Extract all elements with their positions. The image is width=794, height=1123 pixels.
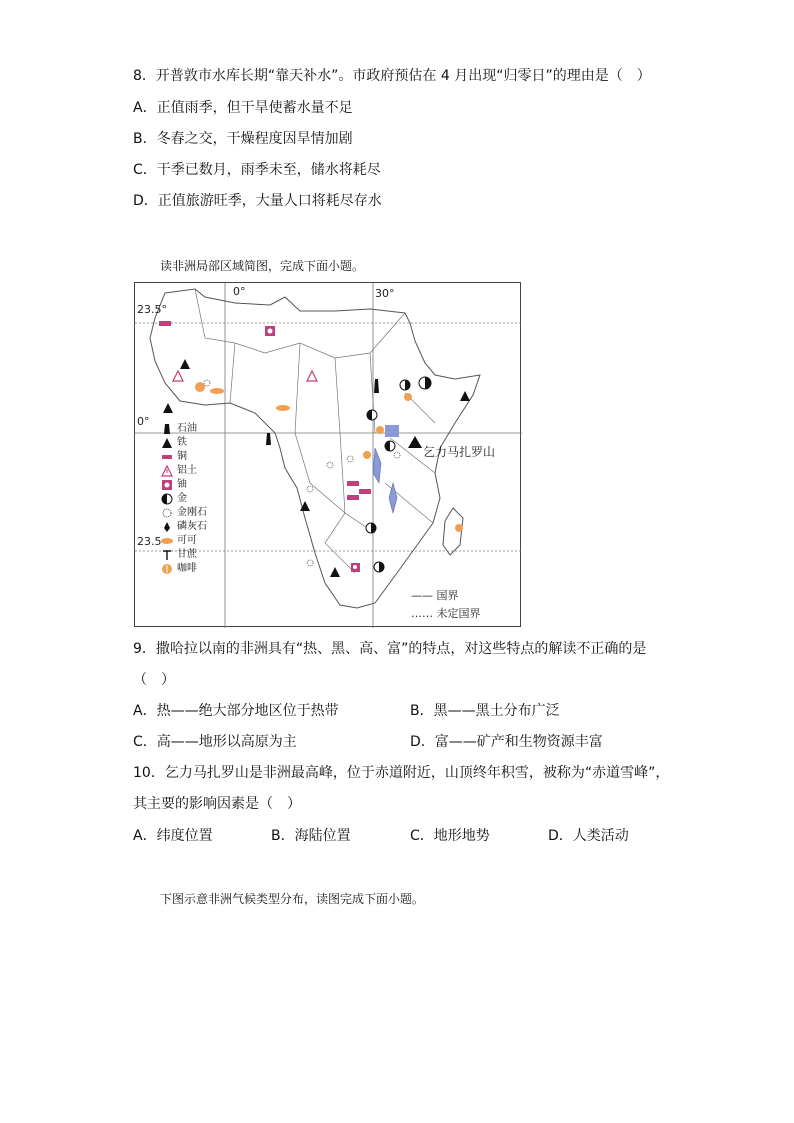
q10-stem-continued: 其主要的影响因素是（ ） [133,796,301,812]
kilimanjaro-label: 乞力马扎罗山 [423,445,496,459]
lon-label-zero: 0° [233,285,246,298]
phosphate-icon [161,521,173,533]
climate-map-intro: 下图示意非洲气候类型分布，读图完成下面小题。 [160,892,425,906]
q9-paren: （ ） [133,672,175,688]
resource-symbols [135,283,522,628]
cocoa-icon [161,535,173,547]
legend-national-border: —— 国界 [411,589,459,602]
diamond-icon [161,507,173,519]
q9-option-d: D．富——矿产和生物资源丰富 [410,734,603,750]
q8-option-a: A．正值雨季，但干旱使蓄水量不足 [133,100,353,116]
q8-option-c: C．干季已数月，雨季未至，储水将耗尽 [133,162,381,178]
q8-stem: 8．开普敦市水库长期“靠天补水”。市政府预估在 4 月出现“归零日”的理由是（ ） [133,68,651,84]
gold-icon [161,493,173,505]
bauxite-icon [161,465,173,477]
lat-label-south: 23.5 [137,535,162,548]
q9-stem: 9．撒哈拉以南的非洲具有“热、黑、高、富”的特点，对这些特点的解读不正确的是 [133,641,647,657]
map-intro: 读非洲局部区域简图，完成下面小题。 [160,259,365,273]
q8-option-b: B．冬春之交，干燥程度因旱情加剧 [133,131,353,147]
q10-option-b: B．海陆位置 [271,828,351,844]
lat-label-north: 23.5° [137,303,167,316]
q10-option-d: D．人类活动 [548,828,629,844]
coffee-icon [161,563,173,575]
q9-option-b: B．黑——黑土分布广泛 [410,703,560,719]
q10-stem: 10．乞力马扎罗山是非洲最高峰，位于赤道附近，山顶终年积雪，被称为“赤道雪峰”， [133,765,670,781]
africa-map: 23.5° 0° 23.5 0° 30° 乞力马扎罗山 石油 铁 铜 铝土 铀 金 金刚石 磷灰石 可可 甘蔗 咖啡 —— 国界 …… 未定国界 [134,282,521,627]
q8-option-d: D．正值旅游旺季，大量人口将耗尽存水 [133,193,382,209]
iron-icon [161,437,173,449]
legend-undetermined-border: …… 未定国界 [411,607,481,620]
q10-option-c: C．地形地势 [410,828,490,844]
copper-icon [161,451,173,463]
uranium-icon [161,479,173,491]
lon-label-thirty: 30° [375,287,395,300]
oil-icon [161,423,173,435]
q10-option-a: A．纬度位置 [133,828,213,844]
q9-option-a: A．热——绝大部分地区位于热带 [133,703,339,719]
lat-label-equator: 0° [137,415,150,428]
q9-option-c: C．高——地形以高原为主 [133,734,297,750]
sugarcane-icon [161,549,173,561]
